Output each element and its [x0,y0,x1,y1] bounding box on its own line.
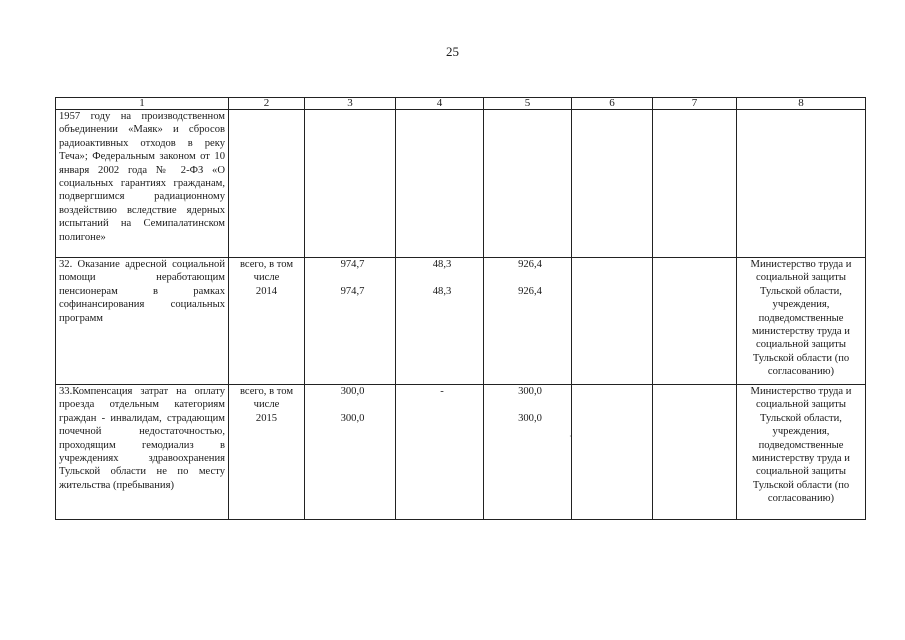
period-year: 2015 [255,412,278,424]
row-col4 [396,258,484,385]
row-col7 [653,258,737,385]
row-executor: Министерство труда и социальной защиты Тульской области, учреждения, подведомственные министерству труда и социальной защиты Тульской области (по согласованию) [737,385,866,520]
column-header-5: 5 [484,98,572,110]
row-period [229,385,305,520]
row-executor: Министерство труда и социальной защиты Тульской области, учреждения, подведомственные министерству труда и социальной защиты Тульской области (по согласованию) [737,258,866,385]
row-col4 [396,110,484,258]
col4-total: - [440,386,444,397]
row-col6 [572,110,653,258]
row-description: 32. Оказание адресной социальной помощи неработающим пенсионерам в рамках софинансирования социальных программ [56,258,229,385]
period-year: 2014 [255,285,278,297]
row-col3 [305,385,396,520]
column-header-8: 8 [737,98,866,110]
row-col7 [653,385,737,520]
row-col6 [572,258,653,385]
col4-total: 48,3 [432,259,452,270]
column-header-4: 4 [396,98,484,110]
table-row [56,258,866,385]
col3-total: 300,0 [340,386,365,397]
row-period [229,258,305,385]
col3-total: 974,7 [340,259,365,270]
page-number: 25 [446,44,459,59]
header-row [56,98,866,110]
row-col5 [484,110,572,258]
period-label: всего, в том числе [239,386,294,411]
row-description: 33.Компенсация затрат на оплату проезда отдельным категориям граждан - инвалидам, страдающим почечной недостаточностью, проходящим гемодиализ в учреждениях здравоохранения Тульской области не по месту жительства (пребывания) [56,385,229,520]
col5-total: 926,4 [518,259,542,270]
col3-year: 300,0 [340,412,365,424]
row-col6 [572,385,653,520]
column-header-7: 7 [653,98,737,110]
period-label: всего, в том числе [239,259,294,284]
row-executor [737,110,866,258]
column-header-2: 2 [229,98,305,110]
column-header-1: 1 [56,98,229,110]
row-col5 [484,258,572,385]
col5-year: 300,0 [518,412,542,424]
column-header-3: 3 [305,98,396,110]
column-header-6: 6 [572,98,653,110]
row-period [229,110,305,258]
row-col3 [305,110,396,258]
table-row [56,385,866,520]
row-col5 [484,385,572,520]
col5-total: 300,0 [518,386,542,397]
col3-year: 974,7 [340,285,365,297]
budget-table [55,97,866,520]
row-description: 1957 году на производственном объединении «Маяк» и сбросов радиоактивных отходов в реку Теча»; Федеральным законом от 10 января 2002 года № 2-ФЗ «О социальных гарантиях гражданам, подвергшимся радиационному воздействию вследствие ядерных испытаний на Семипалатинском полигоне» [56,110,229,258]
col4-year: 48,3 [432,285,452,297]
row-col3 [305,258,396,385]
row-col7 [653,110,737,258]
col5-year: 926,4 [518,285,542,297]
scan-speck: · [569,432,572,441]
row-col4 [396,385,484,520]
table-row [56,110,866,258]
